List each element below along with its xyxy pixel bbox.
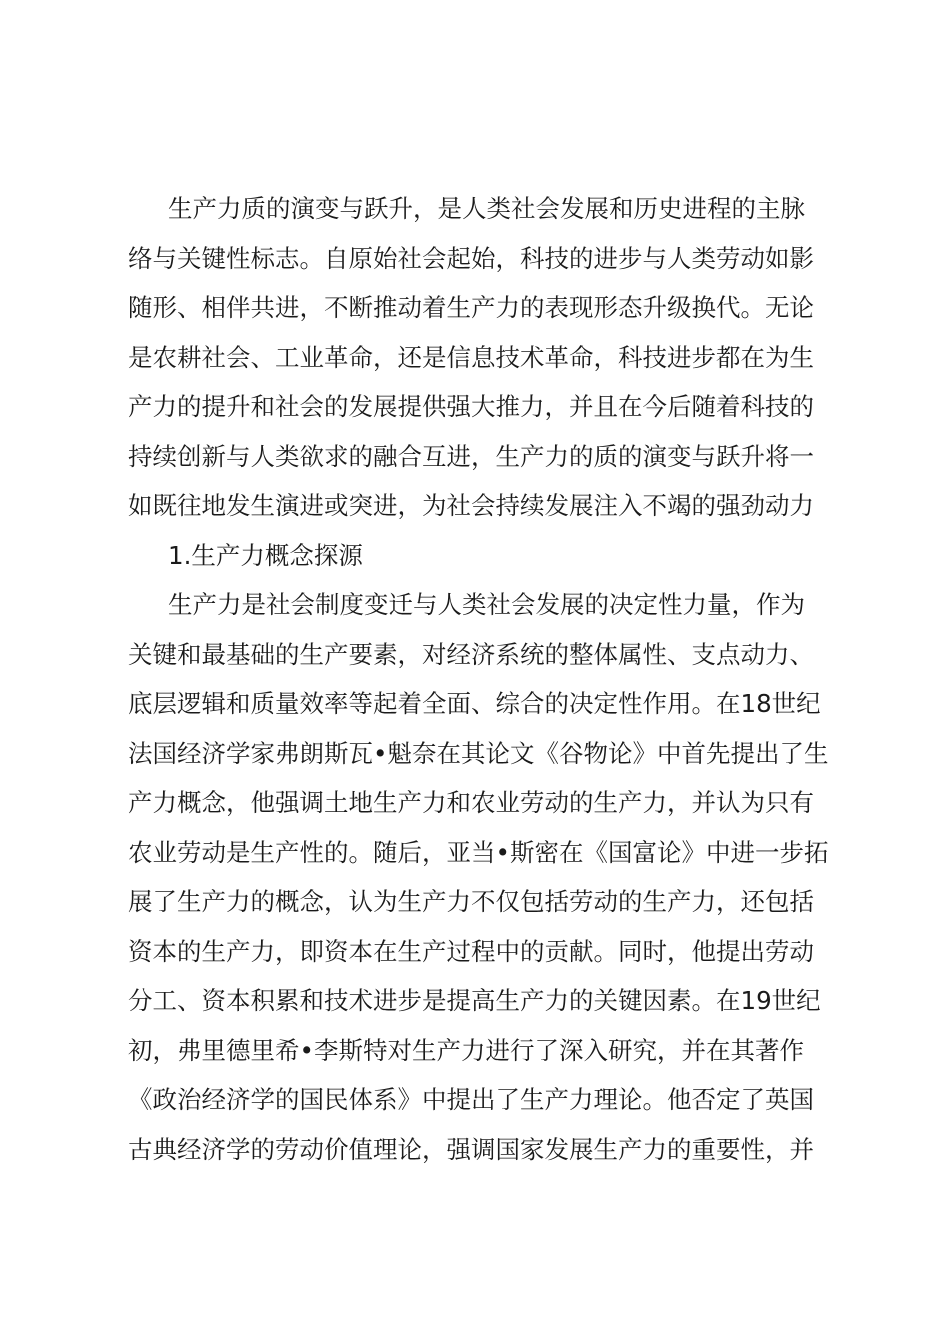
paragraph-line: 法国经济学家弗朗斯瓦•魁奈在其论文《谷物论》中首先提出了生	[128, 738, 829, 768]
paragraph-line: 持续创新与人类欲求的融合互进，生产力的质的演变与跃升将一	[128, 441, 814, 471]
paragraph-line: 络与关键性标志。自原始社会起始，科技的进步与人类劳动如影	[128, 243, 814, 273]
paragraph-line: 产力概念，他强调土地生产力和农业劳动的生产力，并认为只有	[128, 788, 814, 817]
paragraph-line: 产力的提升和社会的发展提供强大推力，并且在今后随着科技的	[128, 392, 814, 421]
section-heading: 1.生产力概念探源	[168, 540, 363, 570]
paragraph-line: 底层逻辑和质量效率等起着全面、综合的决定性作用。在18世纪	[128, 689, 821, 718]
paragraph-1	[128, 184, 858, 531]
paragraph-line: 生产力是社会制度变迁与人类社会发展的决定性力量，作为	[168, 590, 805, 619]
paragraph-line: 分工、资本积累和技术进步是提高生产力的关键因素。在19世纪	[128, 986, 821, 1015]
paragraph-line: 资本的生产力，即资本在生产过程中的贡献。同时，他提出劳动	[128, 936, 814, 966]
paragraph-2	[128, 580, 858, 1174]
paragraph-line: 《政治经济学的国民体系》中提出了生产力理论。他否定了英国	[128, 1085, 814, 1114]
paragraph-line: 是农耕社会、工业革命，还是信息技术革命，科技进步都在为生	[128, 342, 814, 372]
paragraph-line: 如既往地发生演进或突进，为社会持续发展注入不竭的强劲动力	[128, 491, 814, 520]
paragraph-line: 随形、相伴共进，不断推动着生产力的表现形态升级换代。无论	[128, 293, 814, 322]
paragraph-line: 古典经济学的劳动价值理论，强调国家发展生产力的重要性，并	[128, 1134, 814, 1164]
paragraph-line: 农业劳动是生产性的。随后，亚当•斯密在《国富论》中进一步拓	[128, 837, 829, 867]
paragraph-line: 展了生产力的概念，认为生产力不仅包括劳动的生产力，还包括	[128, 887, 814, 916]
paragraph-line: 初，弗里德里希•李斯特对生产力进行了深入研究，并在其著作	[128, 1035, 804, 1065]
document-body	[128, 184, 858, 1174]
paragraph-line: 生产力质的演变与跃升，是人类社会发展和历史进程的主脉	[168, 194, 805, 223]
paragraph-line: 关键和最基础的生产要素，对经济系统的整体属性、支点动力、	[128, 639, 814, 669]
